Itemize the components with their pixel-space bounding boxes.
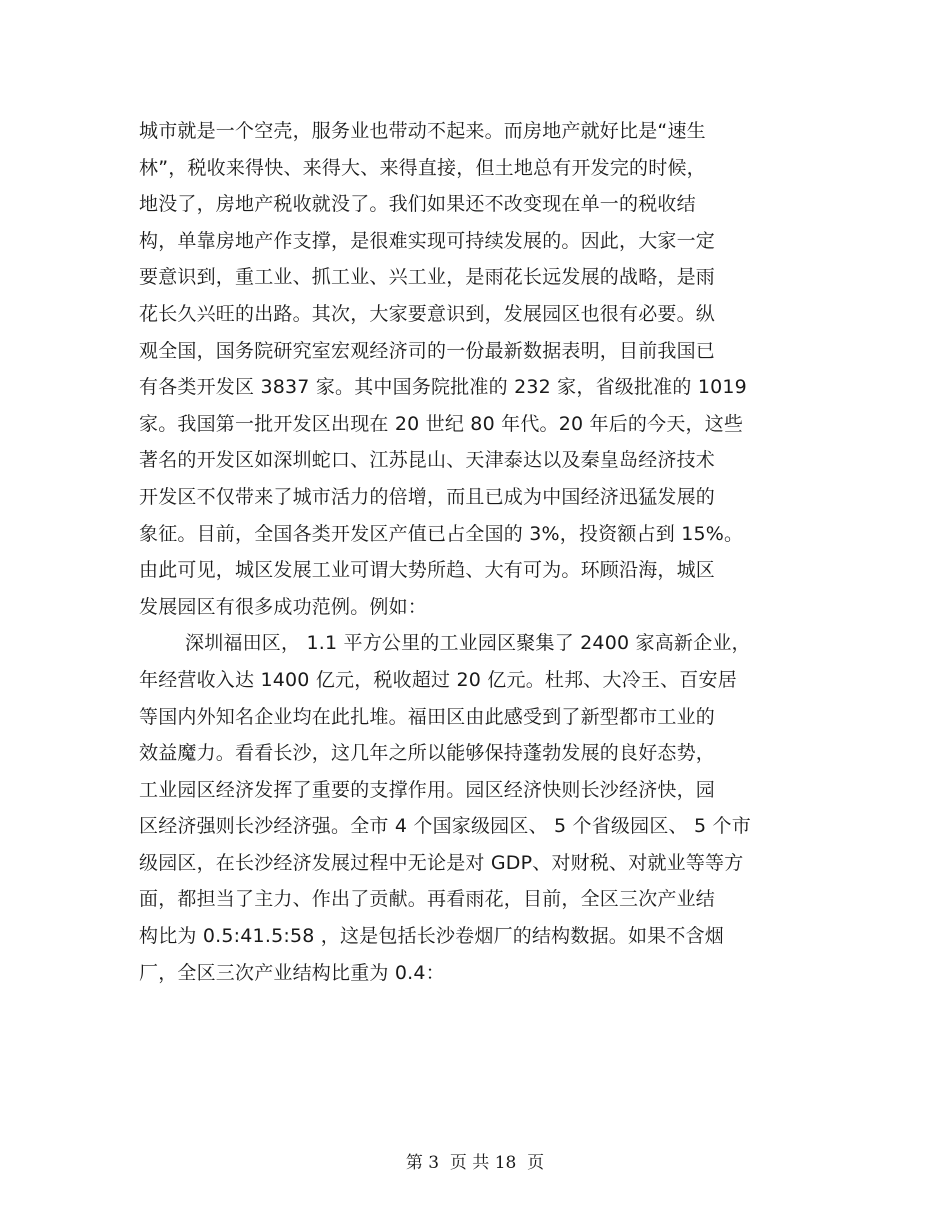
page-footer: 第 3 页 共 18 页 — [405, 1153, 545, 1173]
text-line: 构比为 0.5:41.5:58 ，这是包括长沙卷烟厂的结构数据。如果不含烟 — [139, 925, 724, 948]
text-line: 象征。目前，全国各类开发区产值已占全国的 3%，投资额占到 15%。 — [139, 522, 744, 545]
text-line: 著名的开发区如深圳蛇口、江苏昆山、天津泰达以及秦皇岛经济技术 — [139, 449, 716, 472]
text-line: 家。我国第一批开发区出现在 20 世纪 80 年代。20 年后的今天，这些 — [139, 412, 744, 435]
text-line: 开发区不仅带来了城市活力的倍增，而且已成为中国经济迅猛发展的 — [139, 485, 716, 508]
text-line: 城市就是一个空壳，服务业也带动不起来。而房地产就好比是“速生 — [139, 120, 706, 142]
text-line: 效益魔力。看看长沙，这几年之所以能够保持蓬勃发展的良好态势， — [139, 742, 716, 765]
text-line: 要意识到，重工业、抓工业、兴工业，是雨花长远发展的战略，是雨 — [139, 266, 716, 289]
document-body — [139, 113, 819, 991]
text-line: 厂，全区三次产业结构比重为 0.4： — [139, 961, 445, 984]
text-line: 林”，税收来得快、来得大、来得直接，但土地总有开发完的时候， — [139, 156, 706, 179]
text-line: 区经济强则长沙经济强。全市 4 个国家级园区、 5 个省级园区、 5 个市 — [139, 815, 751, 838]
text-line: 花长久兴旺的出路。其次，大家要意识到，发展园区也很有必要。纵 — [139, 302, 716, 325]
text-line: 面，都担当了主力、作出了贡献。再看雨花，目前，全区三次产业结 — [139, 888, 716, 911]
text-line: 有各类开发区 3837 家。其中国务院批准的 232 家，省级批准的 1019 — [139, 376, 747, 399]
text-line: 发展园区有很多成功范例。例如： — [139, 595, 428, 618]
text-line: 构，单靠房地产作支撑，是很难实现可持续发展的。因此，大家一定 — [139, 229, 716, 252]
text-line: 观全国，国务院研究室宏观经济司的一份最新数据表明，目前我国已 — [139, 339, 716, 362]
text-line: 地没了，房地产税收就没了。我们如果还不改变现在单一的税收结 — [139, 193, 696, 216]
paragraph-first-line: 深圳福田区， 1.1 平方公里的工业园区聚集了 2400 家高新企业， — [185, 632, 751, 655]
text-line: 工业园区经济发挥了重要的支撑作用。园区经济快则长沙经济快，园 — [139, 778, 716, 801]
text-line: 年经营收入达 1400 亿元，税收超过 20 亿元。杜邦、大冷王、百安居 — [139, 668, 737, 691]
text-line: 等国内外知名企业均在此扎堆。福田区由此感受到了新型都市工业的 — [139, 705, 716, 728]
text-line: 级园区，在长沙经济发展过程中无论是对 GDP、对财税、对就业等等方 — [139, 851, 744, 874]
text-line: 由此可见，城区发展工业可谓大势所趋、大有可为。环顾沿海，城区 — [139, 559, 716, 582]
